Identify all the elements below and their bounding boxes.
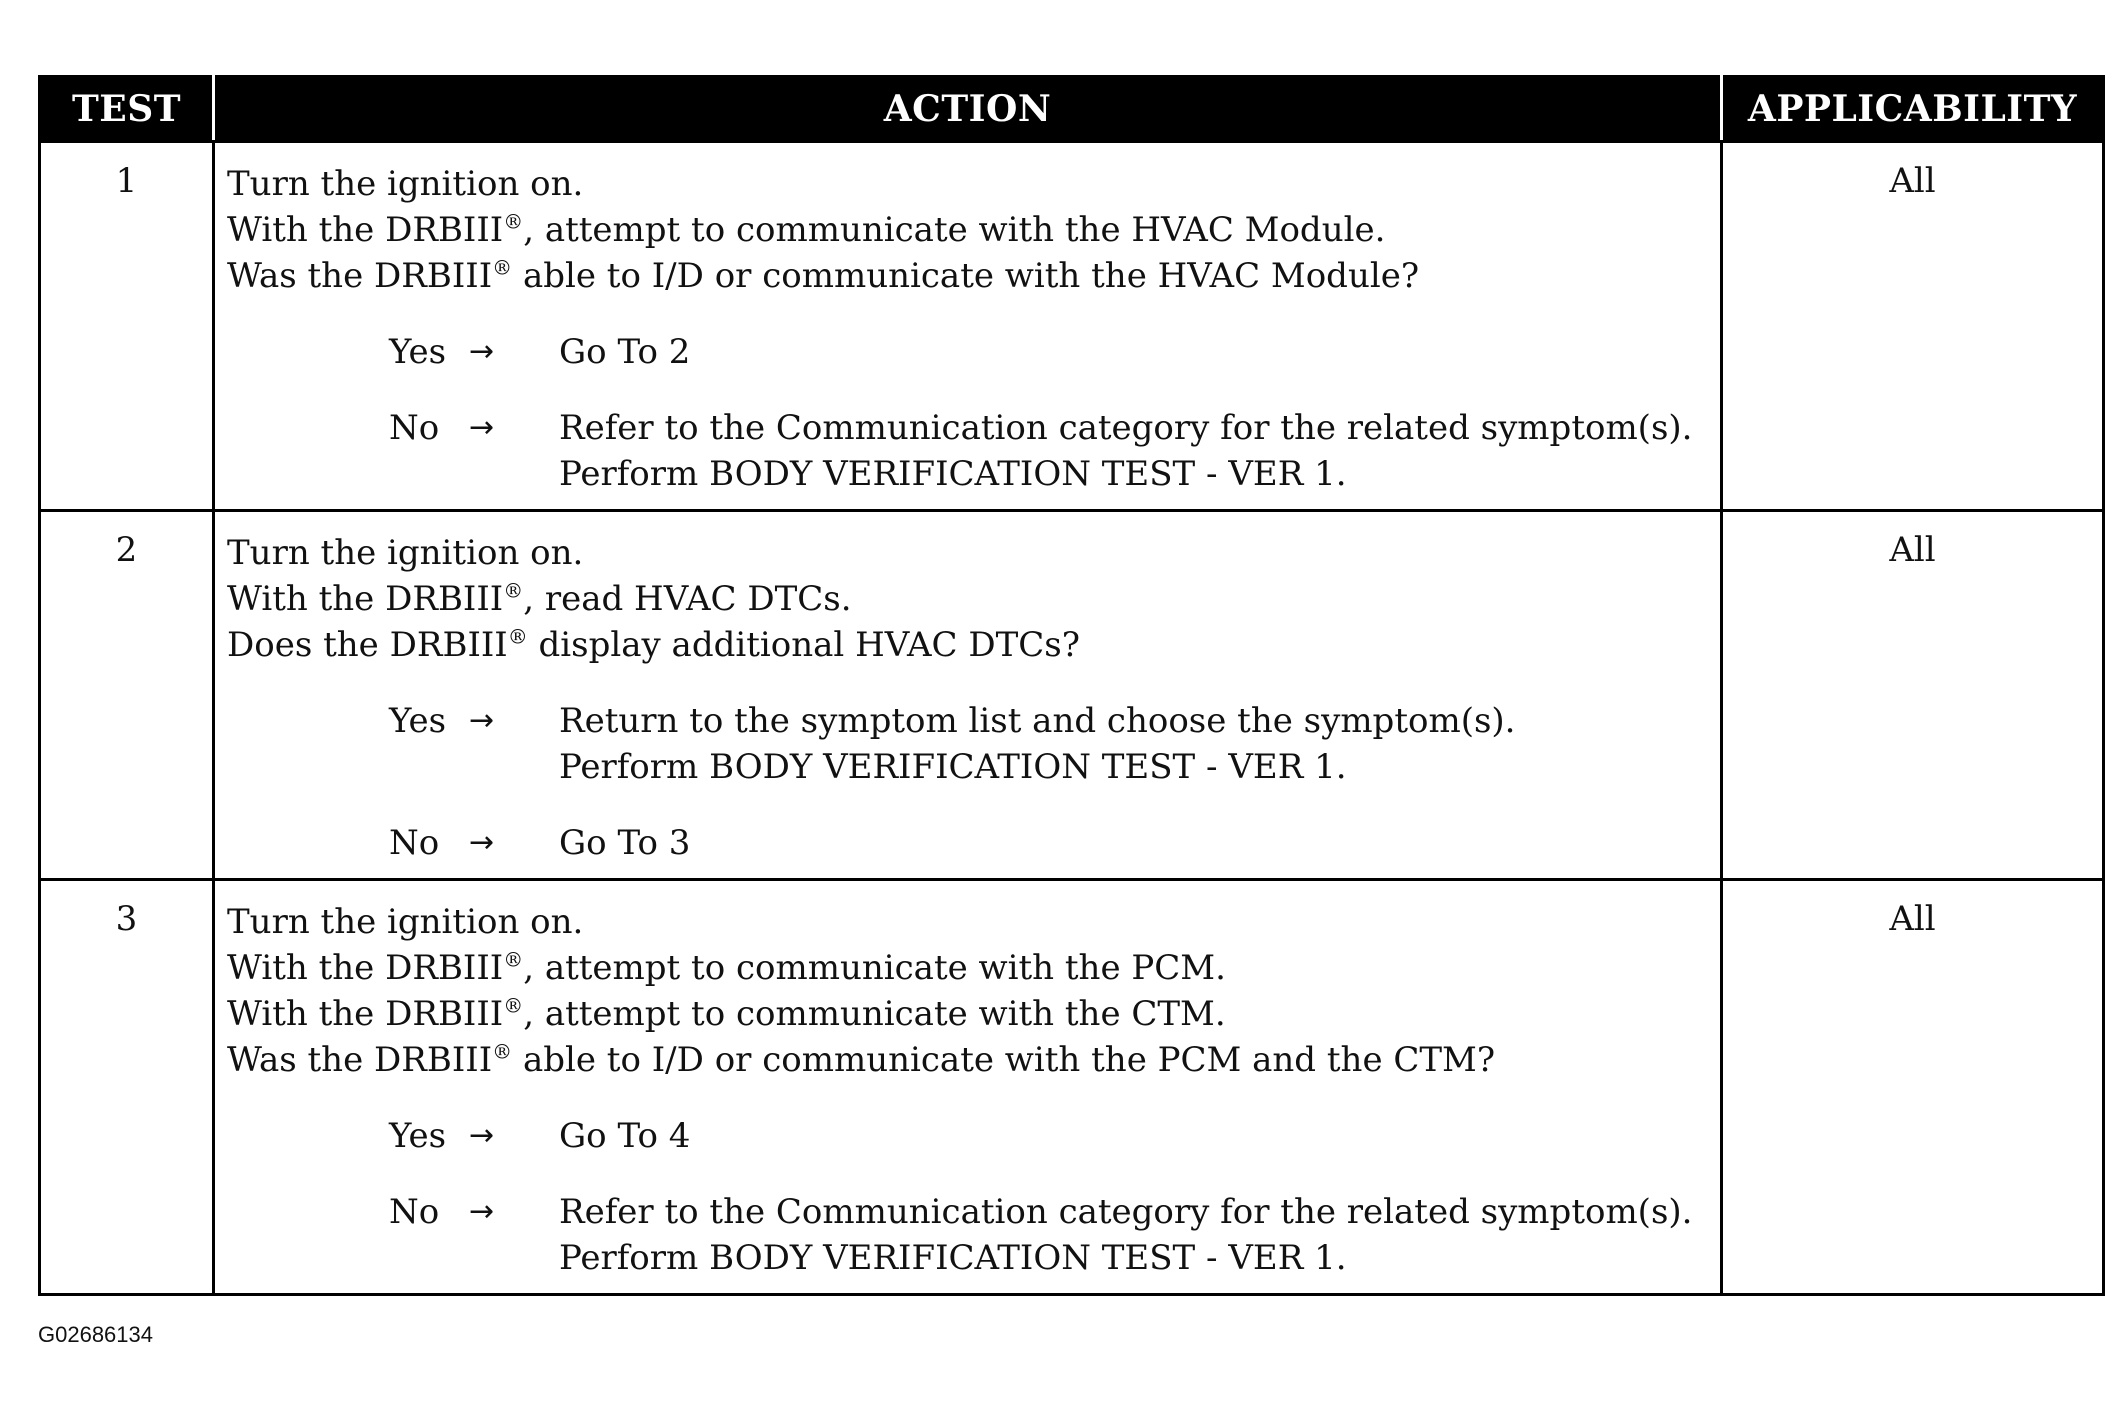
answer-line: Perform BODY VERIFICATION TEST - VER 1. [559, 747, 1347, 787]
table-row [40, 142, 2104, 511]
answer-label: No [389, 823, 440, 863]
header-applicability: APPLICABILITY [1722, 77, 2104, 142]
answer-text [559, 405, 1710, 497]
applicability-cell: All [1722, 511, 2104, 880]
registered-mark: ® [492, 255, 513, 280]
action-line: Does the DRBIII® display additional HVAC DTCs? [227, 624, 1080, 665]
answer-text [559, 1189, 1710, 1281]
answer-line: Refer to the Communication category for the related symptom(s). [559, 1192, 1693, 1232]
answer-no [389, 405, 1710, 497]
action-line: Turn the ignition on. [227, 902, 584, 942]
answer-line: Return to the symptom list and choose the symptom(s). [559, 701, 1516, 741]
test-number: 1 [40, 142, 214, 511]
arrow-right-icon: → [469, 825, 495, 860]
arrow-right-icon: → [469, 1194, 495, 1229]
arrow-right-icon: → [469, 410, 495, 445]
action-line: Turn the ignition on. [227, 533, 584, 573]
answer-line: Go To 4 [559, 1116, 691, 1156]
answer-text [559, 329, 1710, 375]
action-cell [214, 142, 1722, 511]
answer-line: Refer to the Communication category for the related symptom(s). [559, 408, 1693, 448]
action-cell [214, 880, 1722, 1295]
answer-yes [389, 329, 1710, 375]
answer-line: Go To 2 [559, 332, 691, 372]
registered-mark: ® [503, 578, 524, 603]
registered-mark: ® [503, 209, 524, 234]
header-test: TEST [40, 77, 214, 142]
table-body [40, 142, 2104, 1295]
action-line: Was the DRBIII® able to I/D or communicate with the HVAC Module? [227, 255, 1420, 296]
registered-mark: ® [503, 993, 524, 1018]
table-header-row [40, 77, 2104, 142]
applicability-cell: All [1722, 880, 2104, 1295]
table-row [40, 880, 2104, 1295]
test-number: 2 [40, 511, 214, 880]
answer-text [559, 820, 1710, 866]
answer-line: Go To 3 [559, 823, 691, 863]
answer-text [559, 698, 1710, 790]
answer-text [559, 1113, 1710, 1159]
answer-yes [389, 698, 1710, 790]
registered-mark: ® [507, 624, 528, 649]
answer-no [389, 820, 1710, 866]
action-line: With the DRBIII®, attempt to communicate with the CTM. [227, 993, 1226, 1034]
figure-code: G02686134 [38, 1322, 153, 1347]
diagnostic-table [38, 75, 2105, 1296]
arrow-right-icon: → [469, 334, 495, 369]
test-number: 3 [40, 880, 214, 1295]
answer-no [389, 1189, 1710, 1281]
registered-mark: ® [503, 947, 524, 972]
answer-yes [389, 1113, 1710, 1159]
answer-label: No [389, 408, 440, 448]
action-line: Was the DRBIII® able to I/D or communicate with the PCM and the CTM? [227, 1039, 1496, 1080]
arrow-right-icon: → [469, 1118, 495, 1153]
arrow-right-icon: → [469, 703, 495, 738]
answer-line: Perform BODY VERIFICATION TEST - VER 1. [559, 454, 1347, 494]
action-line: With the DRBIII®, attempt to communicate with the HVAC Module. [227, 209, 1386, 250]
answer-label: No [389, 1192, 440, 1232]
table-row [40, 511, 2104, 880]
answer-line: Perform BODY VERIFICATION TEST - VER 1. [559, 1238, 1347, 1278]
answer-label: Yes [389, 701, 447, 741]
answer-label: Yes [389, 332, 447, 372]
action-line: With the DRBIII®, read HVAC DTCs. [227, 578, 852, 619]
action-line: Turn the ignition on. [227, 164, 584, 204]
header-action: ACTION [214, 77, 1722, 142]
registered-mark: ® [492, 1039, 513, 1064]
action-cell [214, 511, 1722, 880]
answer-label: Yes [389, 1116, 447, 1156]
applicability-cell: All [1722, 142, 2104, 511]
action-line: With the DRBIII®, attempt to communicate with the PCM. [227, 947, 1226, 988]
